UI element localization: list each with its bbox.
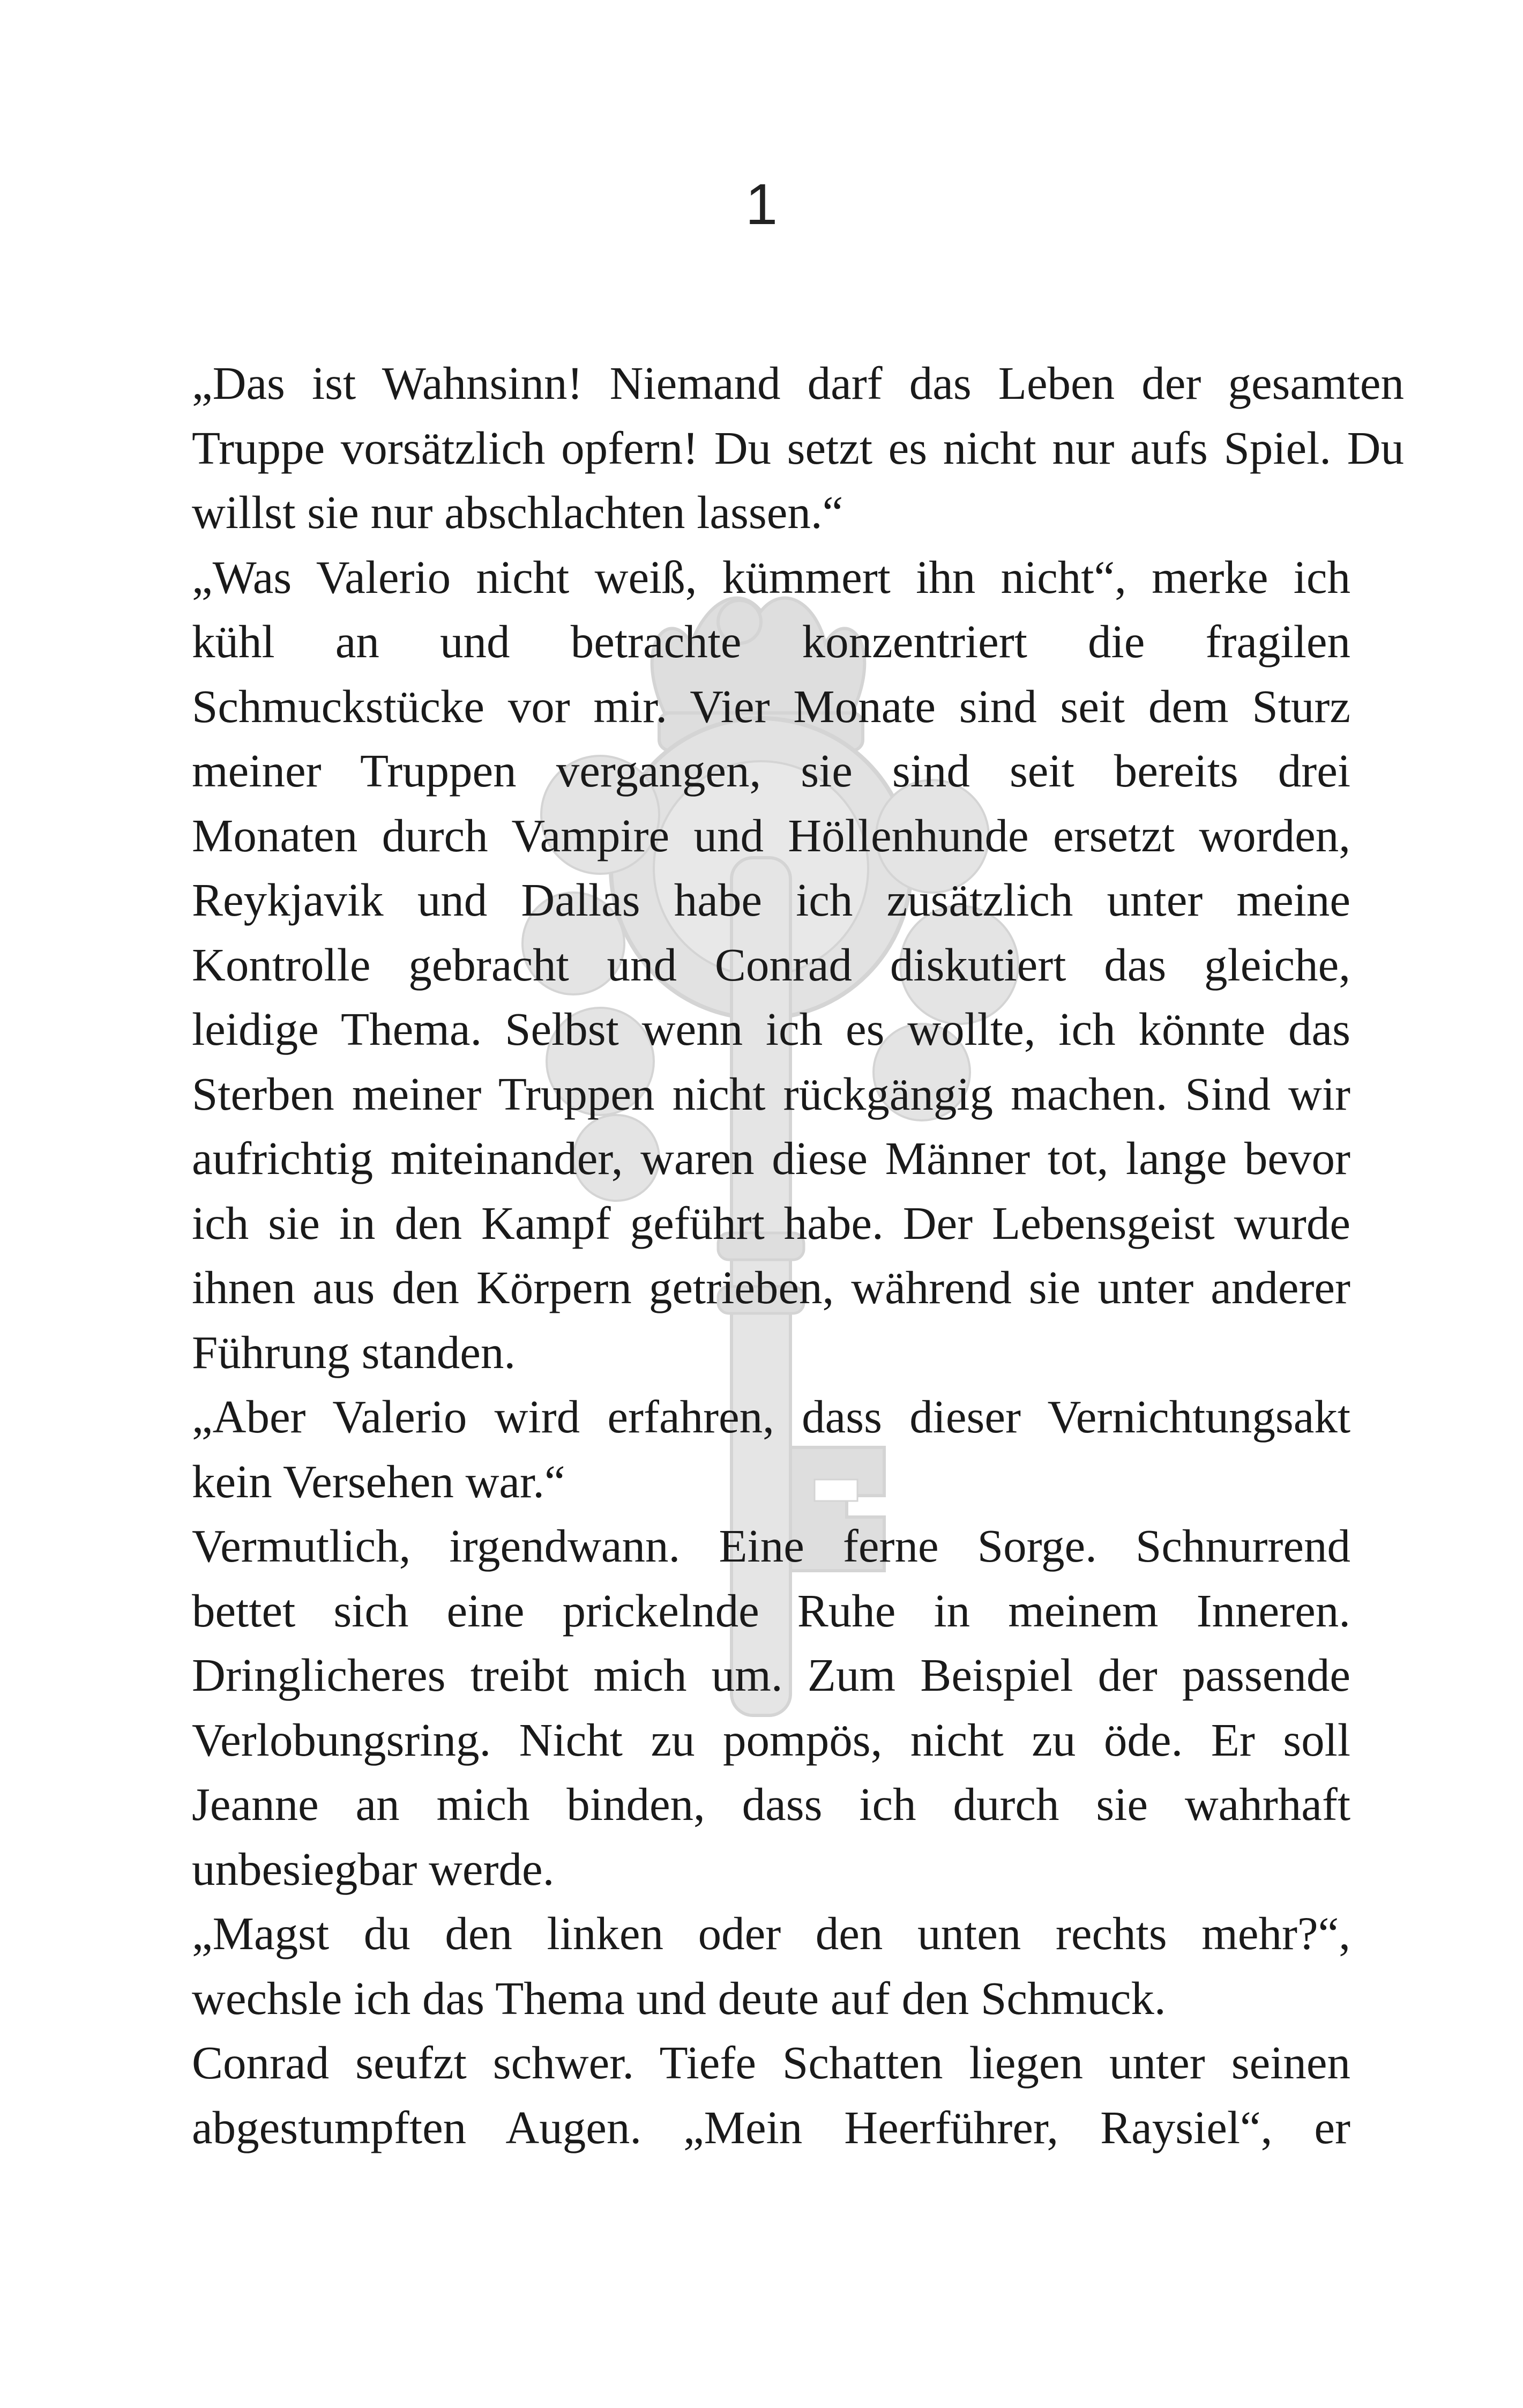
text-line: Reykjavik und Dallas habe ich zusätzlich unter meine [192,874,1350,926]
text-line: unbesiegbar werde. [192,1842,555,1895]
chapter-text [192,351,1404,2160]
text-line: ihnen aus den Körpern getrieben, während sie unter anderer [192,1261,1350,1313]
text-line: Dringlicheres treibt mich um. Zum Beispiel der passende [192,1649,1350,1701]
text-line: „Das ist Wahnsinn! Niemand darf das Leben der gesamten [192,357,1404,409]
text-line: ich sie in den Kampf geführt habe. Der Lebensgeist wurde [192,1196,1350,1249]
text-line: aufrichtig miteinander, waren diese Männer tot, lange bevor [192,1132,1350,1184]
paragraph [192,1385,1404,1514]
chapter-number: 1 [745,172,778,236]
text-line: Truppe vorsätzlich opfern! Du setzt es nicht nur aufs Spiel. Du [192,421,1404,474]
text-line: Kontrolle gebracht und Conrad diskutiert das gleiche, [192,938,1350,991]
text-line: wechsle ich das Thema und deute auf den Schmuck. [192,1972,1166,2024]
text-line: Schmuckstücke vor mir. Vier Monate sind seit dem Sturz [192,680,1350,732]
text-line: Führung standen. [192,1326,516,1378]
text-line: leidige Thema. Selbst wenn ich es wollte, ich könnte das [192,1003,1350,1055]
text-line: „Magst du den linken oder den unten rechts mehr?“, [192,1907,1350,1959]
text-line: Conrad seufzt schwer. Tiefe Schatten liegen unter seinen [192,2037,1350,2089]
text-line: Sterben meiner Truppen nicht rückgängig machen. Sind wir [192,1067,1350,1120]
text-line: Vermutlich, irgendwann. Eine ferne Sorge. Schnurrend [192,1520,1350,1572]
paragraph [192,545,1404,1385]
text-line: „Was Valerio nicht weiß, kümmert ihn nicht“, merke ich [192,551,1350,603]
paragraph [192,1514,1404,1901]
text-line: kein Versehen war.“ [192,1455,565,1507]
text-line: Monaten durch Vampire und Höllenhunde ersetzt worden, [192,809,1350,861]
paragraph [192,351,1404,545]
text-line: kühl an und betrachte konzentriert die fragilen [192,615,1350,667]
text-line: abgestumpften Augen. „Mein Heerführer, Raysiel“, er [192,2101,1350,2153]
text-line: Jeanne an mich binden, dass ich durch sie wahrhaft [192,1778,1350,1830]
text-line: bettet sich eine prickelnde Ruhe in meinem Inneren. [192,1584,1350,1637]
text-line: Verlobungsring. Nicht zu pompös, nicht zu öde. Er soll [192,1713,1350,1766]
text-line: meiner Truppen vergangen, sie sind seit bereits drei [192,745,1350,797]
text-line: willst sie nur abschlachten lassen.“ [192,486,843,538]
text-line: „Aber Valerio wird erfahren, dass dieser Vernichtungsakt [192,1391,1350,1443]
paragraph [192,2031,1404,2160]
paragraph [192,1901,1404,2031]
